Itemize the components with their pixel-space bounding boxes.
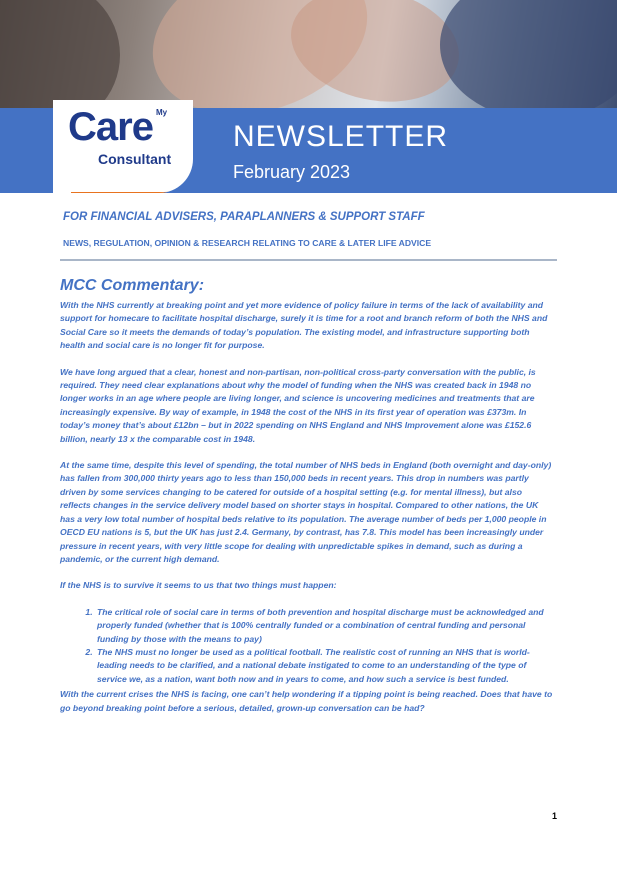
newsletter-title: NEWSLETTER <box>233 120 449 153</box>
my-care-consultant-logo <box>53 100 193 193</box>
page-number: 1 <box>552 811 558 821</box>
article-body <box>60 276 553 728</box>
audience-subtitle: FOR FINANCIAL ADVISERS, PARAPLANNERS & SUPPORT STAFF <box>63 211 425 223</box>
closing-paragraph: With the current crises the NHS is facing, one can’t help wondering if a tipping point is being reached. Does that have to go beyond breaking point before a serious, detailed, grown-up conversation can be had? <box>60 689 553 713</box>
article-heading: MCC Commentary: <box>60 277 205 294</box>
photo-shape <box>0 0 120 108</box>
paragraph: We have long argued that a clear, honest and non-partisan, non-political cross-party conversation with the public, is required. They need clear explanations about why the model of funding when the NHS was created back in 1948 no longer works in an age where people are living longer, and science is uncovering medicines and treatments that are increasingly expensive. By way of example, in 1948 the cost of the NHS in its first year of operation was £373m. In today’s money that’s about £12bn – but in 2022 spending on NHS England and NHS Improvement alone was £152.6 billion, nearly 13 x the comparable cost in 1948. <box>60 366 536 444</box>
newsletter-date: February 2023 <box>233 162 351 182</box>
header-photo <box>0 0 617 108</box>
logo-my: My <box>156 108 168 117</box>
list-item: 2. The NHS must no longer be used as a political football. The realistic cost of running an NHS that is world-leading needs to be clarified, and a national debate instigated to come to an understanding of the type of service we, as a nation, want both now and in years to come, and how such a service is best funded. <box>95 646 553 686</box>
photo-shape <box>440 0 617 108</box>
paragraph: With the NHS currently at breaking point and yet more evidence of policy failure in terms of the lack of availability and support for homecare to facilitate hospital discharge, surely it is time for a root and branch reform of both the NHS and Social Care so it meets the demands of today’s population. The existing model, and infrastructure supporting both health and social care is no longer fit for purpose. <box>60 300 548 351</box>
logo-consultant: Consultant <box>98 151 172 167</box>
paragraph: If the NHS is to survive it seems to us that two things must happen: <box>60 580 337 591</box>
logo-care: Care <box>68 105 153 149</box>
divider <box>60 259 557 261</box>
numbered-list <box>60 606 553 686</box>
tagline-subtitle: NEWS, REGULATION, OPINION & RESEARCH RELATING TO CARE & LATER LIFE ADVICE <box>63 238 432 248</box>
list-item: 1. The critical role of social care in terms of both prevention and hospital discharge must be acknowledged and properly funded (whether that is 100% centrally funded or a combination of central funding and personal funding by those with the means to pay) <box>95 606 553 646</box>
paragraph: At the same time, despite this level of spending, the total number of NHS beds in England (both overnight and day-only) has fallen from 300,000 thirty years ago to less than 150,000 beds in recent years. This drop in numbers was partly driven by some services changing to be catered for outside of a hospital setting (e.g. for mental illness), but also reflects changes in the service delivery model based on shorter stays in hospital. Compared to other nations, the UK has a very low total number of hospital beds relative to its population. The average number of beds per 1,000 people in OECD EU nations is 5, but the UK has just 2.4. Germany, by contrast, has 7.8. This model has been increasingly under pressure in recent years, with very little scope for dealing with unpredictable spikes in demand, such as during a pandemic, or the current high demand. <box>60 460 552 564</box>
